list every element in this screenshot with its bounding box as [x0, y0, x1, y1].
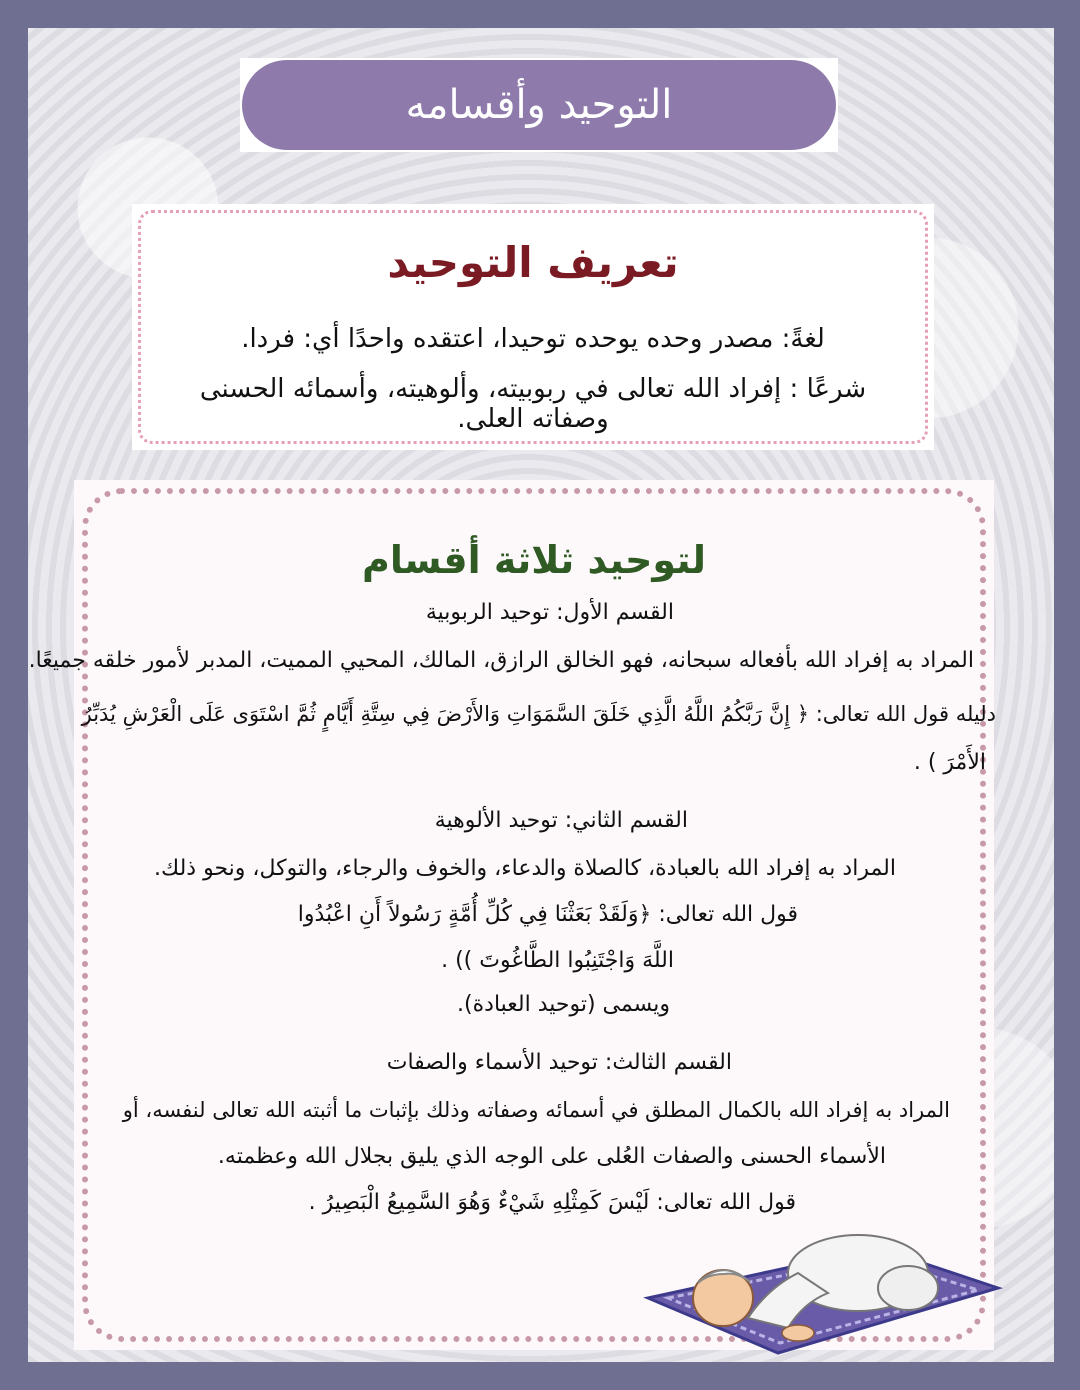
page-title: التوحيد وأقسامه	[242, 60, 836, 150]
first-section-evidence-1: دليله قول الله تعالى: ﴿ إِنَّ رَبَّكُمُ اللَّهُ الَّذِي خَلَقَ السَّمَوَاتِ وَالأَرْضَ فِي سِتَّةِ أَيَّامٍ ثُمَّ اسْتَوَى عَلَى الْعَرْشِ يُدَبِّرُ	[81, 702, 996, 726]
second-section-evidence-2: اللَّهَ وَاجْتَنِبُوا الطَّاغُوتَ )) .	[441, 948, 674, 973]
definition-box	[132, 204, 934, 450]
third-section-meaning-1: المراد به إفراد الله بالكمال المطلق في أسمائه وصفاته وذلك بإثبات ما أثبته الله تعالى لنفسه، أو	[122, 1098, 950, 1122]
third-section-evidence: قول الله تعالى: لَيْسَ كَمِثْلِهِ شَيْءٌ وَهُوَ السَّمِيعُ الْبَصِيرُ .	[308, 1190, 796, 1215]
first-section-title: القسم الأول: توحيد الربوبية	[425, 600, 674, 625]
first-section-meaning: المراد به إفراد الله بأفعاله سبحانه، فهو الخالق الرازق، المالك، المحيي المميت، المدبر لأمور خلقه جميعًا.	[28, 648, 974, 673]
first-section-evidence-2: الأَمْرَ ) .	[913, 750, 986, 775]
second-section-meaning: المراد به إفراد الله بالعبادة، كالصلاة والدعاء، والخوف والرجاء، والتوكل، ونحو ذلك.	[154, 856, 896, 881]
praying-man-on-prayer-rug-icon	[628, 1178, 1008, 1358]
third-section-meaning-2: الأسماء الحسنى والصفات العُلى على الوجه الذي يليق بجلال الله وعظمته.	[217, 1144, 886, 1169]
definition-linguistic: لغةً: مصدر وحده يوحده توحيدا، اعتقده واحدًا أي: فردا.	[241, 324, 825, 354]
third-section-title: القسم الثالث: توحيد الأسماء والصفات	[386, 1050, 732, 1075]
second-section-title: القسم الثاني: توحيد الألوهية	[434, 808, 688, 833]
second-section-evidence-1: قول الله تعالى: ﴿وَلَقَدْ بَعَثْنَا فِي كُلِّ أُمَّةٍ رَسُولاً أَنِ اعْبُدُوا	[297, 902, 798, 927]
definition-heading: تعريف التوحيد	[387, 238, 679, 287]
second-section-also-called: ويسمى (توحيد العبادة).	[457, 992, 670, 1017]
page-background	[28, 28, 1054, 1362]
definition-legal: شرعًا : إفراد الله تعالى في ربوبيته، وألوهيته، وأسمائه الحسنى وصفاته العلى.	[199, 374, 867, 434]
title-banner	[240, 58, 838, 152]
sections-heading: لتوحيد ثلاثة أقسام	[361, 538, 707, 582]
